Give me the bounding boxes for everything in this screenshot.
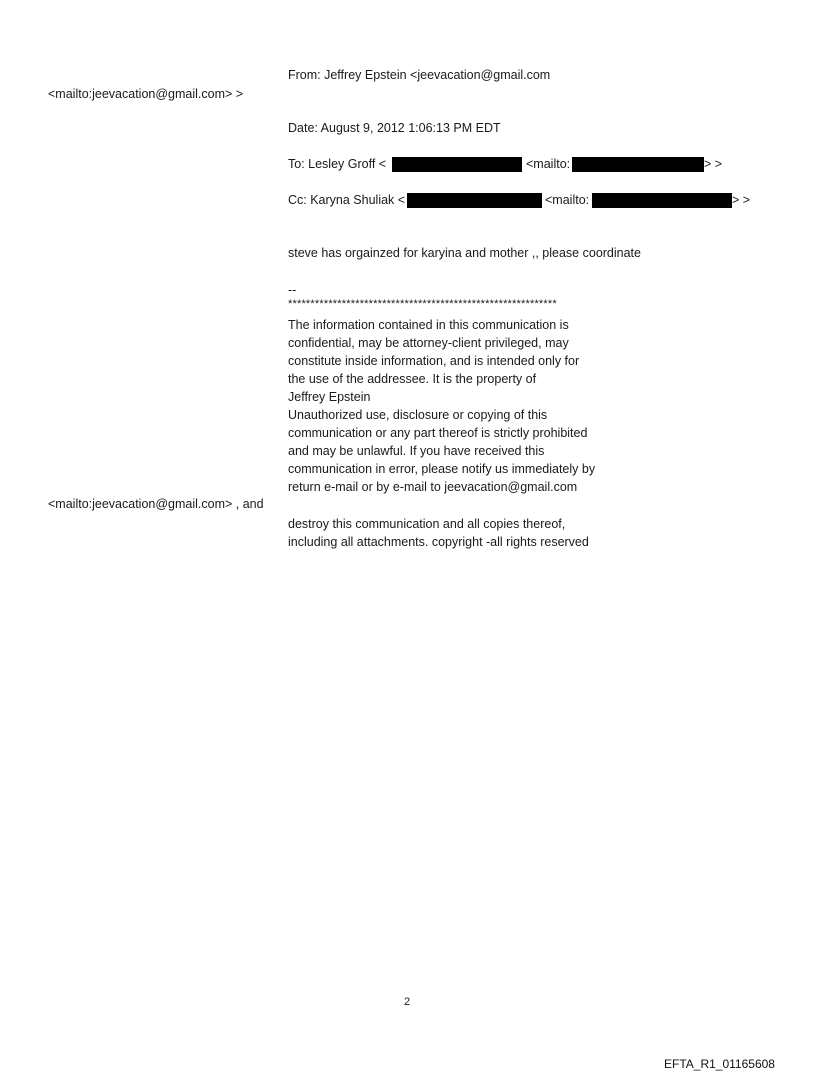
document-id: EFTA_R1_01165608 xyxy=(664,1057,775,1071)
disclaimer-tail-line: including all attachments. copyright -all rights reserved xyxy=(288,535,589,549)
date-line: Date: August 9, 2012 1:06:13 PM EDT xyxy=(288,121,501,135)
disclaimer-line: the use of the addressee. It is the property of xyxy=(288,372,537,386)
disclaimer-line: The information contained in this communication is xyxy=(288,318,569,332)
disclaimer-mailto-continuation: <mailto:jeevacation@gmail.com> , and xyxy=(48,497,264,511)
cc-label: Cc: Karyna Shuliak < xyxy=(288,193,406,207)
disclaimer-line: communication or any part thereof is strictly prohibited xyxy=(288,426,588,440)
from-mailto-continuation: <mailto:jeevacation@gmail.com> > xyxy=(48,87,244,101)
to-mailto-label: <mailto: xyxy=(526,157,571,171)
from-line: From: Jeffrey Epstein <jeevacation@gmail.com xyxy=(288,68,551,82)
disclaimer-line: Unauthorized use, disclosure or copying of this xyxy=(288,408,548,422)
page-number: 2 xyxy=(404,996,411,1008)
cc-suffix: > > xyxy=(732,193,751,207)
redaction-bar-cc-email xyxy=(407,193,542,208)
disclaimer-line: return e-mail or by e-mail to jeevacation@gmail.com xyxy=(288,480,578,494)
cc-mailto-label: <mailto: xyxy=(545,193,590,207)
to-suffix: > > xyxy=(704,157,723,171)
disclaimer-line: and may be unlawful. If you have received this xyxy=(288,444,545,458)
asterisk-divider: ************************************************************ xyxy=(288,298,557,310)
disclaimer-line: confidential, may be attorney-client privileged, may xyxy=(288,336,569,350)
redaction-bar-cc-mailto xyxy=(592,193,732,208)
disclaimer-line: Jeffrey Epstein xyxy=(288,390,371,404)
signature-separator: -- xyxy=(288,283,297,297)
disclaimer-line: communication in error, please notify us immediately by xyxy=(288,462,596,476)
message-body: steve has orgainzed for karyina and mother ,, please coordinate xyxy=(288,246,641,260)
disclaimer-tail-line: destroy this communication and all copies thereof, xyxy=(288,517,566,531)
redaction-bar-to-email xyxy=(392,157,522,172)
redaction-bar-to-mailto xyxy=(572,157,704,172)
to-label: To: Lesley Groff < xyxy=(288,157,387,171)
disclaimer-line: constitute inside information, and is intended only for xyxy=(288,354,580,368)
